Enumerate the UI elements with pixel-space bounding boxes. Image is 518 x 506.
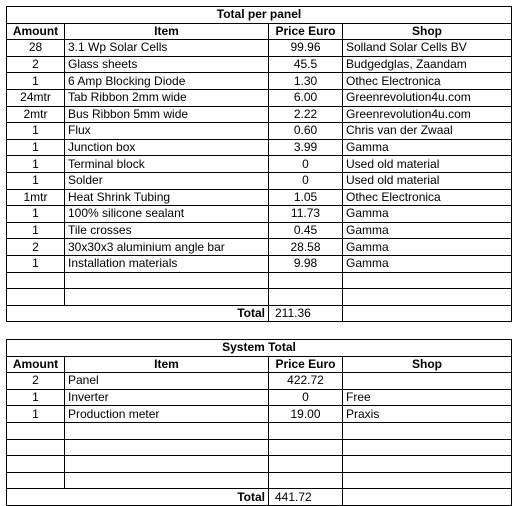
- panel-title-row: [7, 7, 512, 24]
- header-price: Price Euro: [269, 23, 343, 40]
- shop-cell: [343, 472, 512, 489]
- item-cell: [65, 289, 269, 306]
- amount-cell: 2: [7, 373, 65, 390]
- system-header-row: [7, 356, 512, 373]
- item-cell: Glass sheets: [65, 56, 269, 73]
- item-cell: Production meter: [65, 406, 269, 423]
- item-cell: [65, 456, 269, 473]
- amount-cell: 1: [7, 172, 65, 189]
- price-cell: 28.58: [269, 239, 343, 256]
- shop-cell: Solland Solar Cells BV: [343, 40, 512, 57]
- price-cell: [269, 439, 343, 456]
- table-row: [7, 239, 512, 256]
- price-cell: [269, 456, 343, 473]
- amount-cell: 2: [7, 56, 65, 73]
- amount-cell: 1: [7, 389, 65, 406]
- table-row: [7, 106, 512, 123]
- item-cell: [65, 422, 269, 439]
- system-cost-table: [6, 339, 512, 506]
- header-item: Item: [65, 23, 269, 40]
- price-cell: [269, 272, 343, 289]
- table-row: [7, 439, 512, 456]
- system-title: System Total: [7, 340, 512, 357]
- shop-cell: [343, 456, 512, 473]
- shop-cell: [343, 289, 512, 306]
- price-cell: 422.72: [269, 373, 343, 390]
- panel-cost-table: [6, 6, 512, 322]
- table-row: [7, 73, 512, 90]
- table-row: [7, 123, 512, 140]
- shop-cell: Gamma: [343, 255, 512, 272]
- total-value: 441.72: [269, 489, 343, 506]
- price-cell: 2.22: [269, 106, 343, 123]
- price-cell: 0.45: [269, 222, 343, 239]
- shop-cell: Gamma: [343, 222, 512, 239]
- table-row: [7, 373, 512, 390]
- amount-cell: 1: [7, 222, 65, 239]
- price-cell: 1.30: [269, 73, 343, 90]
- shop-cell: Greenrevolution4u.com: [343, 89, 512, 106]
- price-cell: 19.00: [269, 406, 343, 423]
- shop-cell: [343, 422, 512, 439]
- panel-table-body: [7, 7, 512, 322]
- item-cell: [65, 439, 269, 456]
- amount-cell: [7, 439, 65, 456]
- table-row: [7, 272, 512, 289]
- item-cell: Tab Ribbon 2mm wide: [65, 89, 269, 106]
- price-cell: [269, 422, 343, 439]
- item-cell: 100% silicone sealant: [65, 206, 269, 223]
- table-row: [7, 206, 512, 223]
- shop-cell: Praxis: [343, 406, 512, 423]
- table-row: [7, 222, 512, 239]
- header-amount: Amount: [7, 356, 65, 373]
- table-row: [7, 389, 512, 406]
- item-cell: [65, 272, 269, 289]
- header-amount: Amount: [7, 23, 65, 40]
- header-shop: Shop: [343, 356, 512, 373]
- table-row: [7, 189, 512, 206]
- shop-cell: Budgedglas, Zaandam: [343, 56, 512, 73]
- table-row: [7, 172, 512, 189]
- shop-cell: Used old material: [343, 156, 512, 173]
- item-cell: 30x30x3 aluminium angle bar: [65, 239, 269, 256]
- amount-cell: 1mtr: [7, 189, 65, 206]
- amount-cell: 1: [7, 156, 65, 173]
- amount-cell: 1: [7, 406, 65, 423]
- price-cell: [269, 289, 343, 306]
- item-cell: Installation materials: [65, 255, 269, 272]
- item-cell: Flux: [65, 123, 269, 140]
- item-cell: Solder: [65, 172, 269, 189]
- system-title-row: [7, 340, 512, 357]
- amount-cell: 1: [7, 139, 65, 156]
- header-shop: Shop: [343, 23, 512, 40]
- shop-cell: Gamma: [343, 239, 512, 256]
- amount-cell: [7, 472, 65, 489]
- amount-cell: [7, 272, 65, 289]
- table-row: [7, 289, 512, 306]
- price-cell: 1.05: [269, 189, 343, 206]
- total-label: Total: [7, 489, 269, 506]
- table-row: [7, 89, 512, 106]
- shop-cell: [343, 305, 512, 322]
- shop-cell: Free: [343, 389, 512, 406]
- amount-cell: 28: [7, 40, 65, 57]
- item-cell: 3.1 Wp Solar Cells: [65, 40, 269, 57]
- item-cell: Bus Ribbon 5mm wide: [65, 106, 269, 123]
- amount-cell: 2mtr: [7, 106, 65, 123]
- price-cell: 3.99: [269, 139, 343, 156]
- amount-cell: 1: [7, 123, 65, 140]
- total-value: 211.36: [269, 305, 343, 322]
- price-cell: 0: [269, 172, 343, 189]
- item-cell: Terminal block: [65, 156, 269, 173]
- shop-cell: Greenrevolution4u.com: [343, 106, 512, 123]
- item-cell: Tile crosses: [65, 222, 269, 239]
- item-cell: Heat Shrink Tubing: [65, 189, 269, 206]
- amount-cell: 2: [7, 239, 65, 256]
- amount-cell: 1: [7, 206, 65, 223]
- item-cell: Inverter: [65, 389, 269, 406]
- total-label: Total: [7, 305, 269, 322]
- amount-cell: [7, 289, 65, 306]
- shop-cell: Gamma: [343, 206, 512, 223]
- system-table-body: [7, 340, 512, 506]
- shop-cell: Used old material: [343, 172, 512, 189]
- table-row: [7, 255, 512, 272]
- amount-cell: [7, 456, 65, 473]
- panel-header-row: [7, 23, 512, 40]
- table-row: [7, 406, 512, 423]
- price-cell: 0: [269, 156, 343, 173]
- shop-cell: [343, 373, 512, 390]
- price-cell: 0: [269, 389, 343, 406]
- table-row: [7, 456, 512, 473]
- table-row: [7, 422, 512, 439]
- price-cell: 99.96: [269, 40, 343, 57]
- total-row: [7, 305, 512, 322]
- item-cell: Junction box: [65, 139, 269, 156]
- table-row: [7, 156, 512, 173]
- shop-cell: Othec Electronica: [343, 189, 512, 206]
- item-cell: [65, 472, 269, 489]
- table-row: [7, 56, 512, 73]
- price-cell: 9.98: [269, 255, 343, 272]
- shop-cell: [343, 272, 512, 289]
- price-cell: 6.00: [269, 89, 343, 106]
- shop-cell: [343, 439, 512, 456]
- shop-cell: Gamma: [343, 139, 512, 156]
- amount-cell: 24mtr: [7, 89, 65, 106]
- table-row: [7, 472, 512, 489]
- amount-cell: 1: [7, 73, 65, 90]
- shop-cell: [343, 489, 512, 506]
- item-cell: 6 Amp Blocking Diode: [65, 73, 269, 90]
- item-cell: Panel: [65, 373, 269, 390]
- price-cell: [269, 472, 343, 489]
- table-row: [7, 40, 512, 57]
- amount-cell: 1: [7, 255, 65, 272]
- total-row: [7, 489, 512, 506]
- table-row: [7, 139, 512, 156]
- shop-cell: Othec Electronica: [343, 73, 512, 90]
- header-item: Item: [65, 356, 269, 373]
- header-price: Price Euro: [269, 356, 343, 373]
- amount-cell: [7, 422, 65, 439]
- price-cell: 11.73: [269, 206, 343, 223]
- panel-title: Total per panel: [7, 7, 512, 24]
- shop-cell: Chris van der Zwaal: [343, 123, 512, 140]
- price-cell: 0.60: [269, 123, 343, 140]
- price-cell: 45.5: [269, 56, 343, 73]
